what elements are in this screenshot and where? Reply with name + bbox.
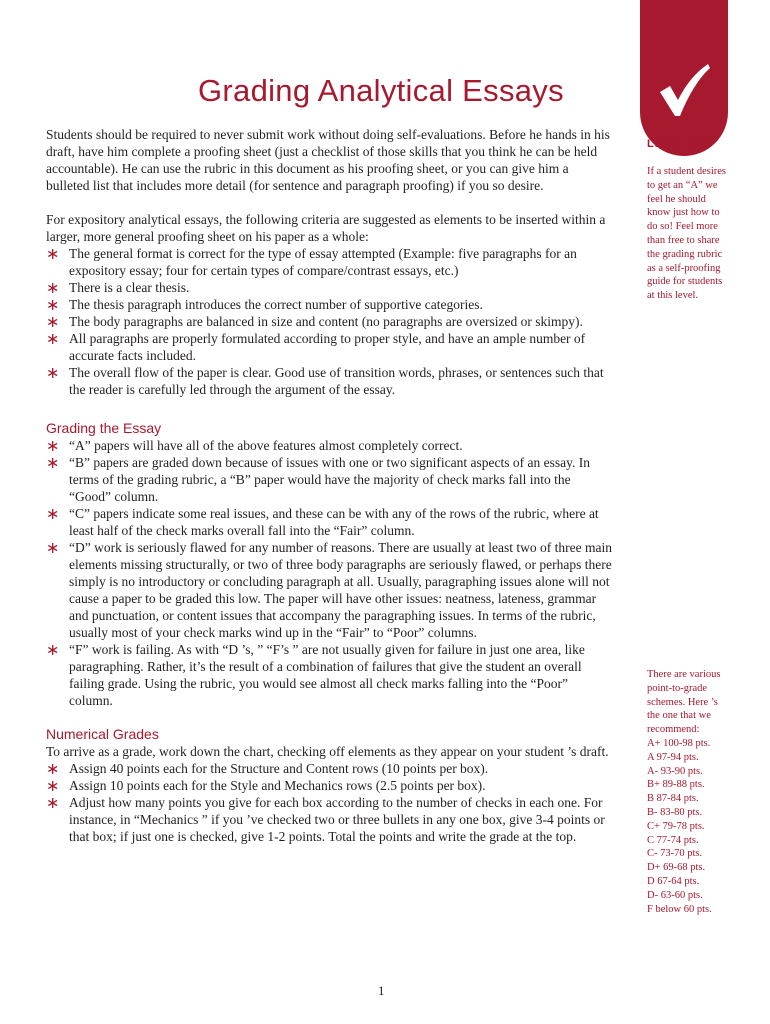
- asterisk-bullet-icon: ∗: [46, 759, 60, 778]
- criteria-intro: For expository analytical essays, the following criteria are suggested as elements to be inserted within a larger, more general proofing sheet on his paper as a whole:: [46, 212, 606, 244]
- asterisk-bullet-icon: ∗: [46, 363, 60, 382]
- list-item: ∗ All paragraphs are properly formulated according to proper style, and have an ample number of accurate facts included.: [46, 329, 586, 363]
- asterisk-bullet-icon: ∗: [46, 504, 60, 523]
- asterisk-bullet-icon: ∗: [46, 278, 60, 297]
- list-item: ∗ The overall flow of the paper is clear. Good use of transition words, phrases, or sentences such that the reader is carefully led through the argument of the essay.: [46, 363, 604, 397]
- grade-scale-item: B 87-84 pts.: [647, 793, 699, 805]
- asterisk-bullet-icon: ∗: [46, 453, 60, 472]
- list-item: ∗ “B” papers are graded down because of issues with one or two significant aspects of an essay. In terms of the grading rubric, a “B” paper would have the majority of check marks fall into the “Good” column.: [46, 453, 590, 504]
- red-tab: [640, 0, 728, 156]
- asterisk-bullet-icon: ∗: [46, 244, 60, 263]
- list-item: ∗ “A” papers will have all of the above features almost completely correct.: [46, 436, 463, 455]
- list-item: ∗ “C” papers indicate some real issues, and these can be with any of the rows of the rubric, where at least half of the check marks overall fall into the “Fair” column.: [46, 504, 599, 538]
- grade-scale-intro: There are various point-to-grade schemes. Here ’s the one that we recommend:: [647, 669, 721, 736]
- list-item: ∗ The thesis paragraph introduces the correct number of supportive categories.: [46, 295, 483, 314]
- grade-scale-item: A 97-94 pts.: [647, 751, 699, 763]
- intro-paragraph: Students should be required to never submit work without doing self-evaluations. Before he hands in his draft, have him complete a proofing sheet (just a checklist of those skills that you think he can be held accountable). He can use the rubric in this document as his proofing sheet, or you can give him a bulleted list that includes more detail (for sentence and paragraph proofing) if you so desire.: [46, 127, 610, 193]
- asterisk-bullet-icon: ∗: [46, 776, 60, 795]
- numerical-list: [46, 760, 612, 845]
- grade-scale-item: B- 83-80 pts.: [647, 806, 703, 818]
- list-item: ∗ “F” work is failing. As with “D ’s, ” “F’s ” are not usually given for failure in just one area, like paragraphing. Rather, it’s the result of a combination of failures that give the student an overall failing grade. Using the rubric, you would see almost all check marks falling into the “Poor” column.: [46, 640, 585, 708]
- grading-heading: Grading the Essay: [46, 420, 162, 436]
- list-item: ∗ There is a clear thesis.: [46, 278, 190, 297]
- asterisk-bullet-icon: ∗: [46, 640, 60, 659]
- list-item: ∗ “D” work is seriously flawed for any number of reasons. There are usually at least two of three main elements missing structurally, or two of three body paragraphs are seriously flawed, or perhaps there simply is no introductory or concluding paragraph at all. Usually, paragraphing issues alone will not cause a paper to be graded this low. The paper will have other issues: neatness, lateness, grammar and punctuation, or content issues that accompany the paragraphing issues. In terms of the rubric, usually most of your check marks wind up in the “Fair” to “Poor” columns.: [46, 538, 612, 640]
- checkmark-icon: [656, 62, 712, 118]
- page-title: Grading Analytical Essays: [198, 73, 564, 108]
- sidebar-note-share: If a student desires to get an “A” we feel he should know just how to do so! Feel more than free to share the grading rubric as a self-proofing guide for students at this level.: [647, 166, 727, 302]
- grading-list: [46, 437, 612, 709]
- list-item: ∗ The body paragraphs are balanced in size and content (no paragraphs are oversized or skimpy).: [46, 312, 583, 331]
- numerical-heading: Numerical Grades: [46, 726, 159, 742]
- levels-label: Levels 8-12: [647, 138, 712, 150]
- grade-scale-item: C- 73-70 pts.: [647, 848, 703, 860]
- asterisk-bullet-icon: ∗: [46, 436, 60, 455]
- grade-scale-item: D- 63-60 pts.: [647, 889, 703, 901]
- grade-scale-item: A+ 100-98 pts.: [647, 737, 711, 749]
- main-content: [46, 126, 612, 845]
- grade-scale-item: A- 93-90 pts.: [647, 765, 703, 777]
- list-item: ∗ Assign 10 points each for the Style and Mechanics rows (2.5 points per box).: [46, 776, 486, 795]
- list-item: ∗ Assign 40 points each for the Structure and Content rows (10 points per box).: [46, 759, 489, 778]
- grade-scale-item: D 67-64 pts.: [647, 875, 700, 887]
- sidebar-note-grade-scale: [647, 668, 731, 916]
- numerical-intro: To arrive as a grade, work down the chart, checking off elements as they appear on your student ’s draft.: [46, 744, 609, 759]
- asterisk-bullet-icon: ∗: [46, 295, 60, 314]
- asterisk-bullet-icon: ∗: [46, 793, 60, 812]
- asterisk-bullet-icon: ∗: [46, 329, 60, 348]
- asterisk-bullet-icon: ∗: [46, 538, 60, 557]
- asterisk-bullet-icon: ∗: [46, 312, 60, 331]
- grade-scale-item: C 77-74 pts.: [647, 834, 699, 846]
- list-item: ∗ Adjust how many points you give for each box according to the number of checks in each one. For instance, in “Mechanics ” if you ’ve checked two or three bullets in any one box, give 3-4 points or that box; if just one is checked, give 1-2 points. Total the points and write the grade at the top.: [46, 793, 605, 844]
- grade-scale-item: B+ 89-88 pts.: [647, 779, 705, 791]
- grade-scale-item: C+ 79-78 pts.: [647, 820, 705, 832]
- grade-scale-item: F below 60 pts.: [647, 903, 712, 915]
- grade-scale-item: D+ 69-68 pts.: [647, 862, 706, 874]
- grade-scale-list: [647, 737, 731, 916]
- list-item: ∗ The general format is correct for the type of essay attempted (Example: five paragraphs for an expository essay; four for certain types of compare/contrast essays, etc.): [46, 244, 577, 278]
- page-number: 1: [378, 983, 385, 998]
- criteria-list: [46, 245, 612, 398]
